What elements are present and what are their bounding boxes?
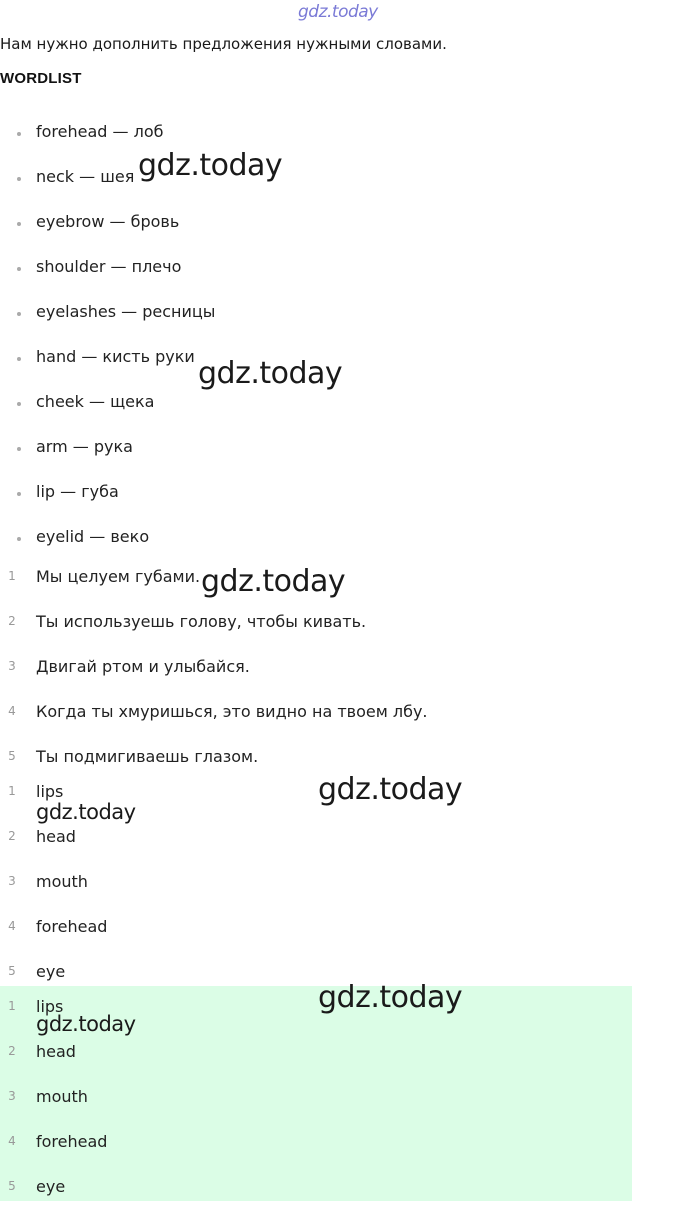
item-number: 5 xyxy=(8,749,16,763)
sentence-text: Ты подмигиваешь глазом. xyxy=(36,747,259,766)
list-item-text: eyebrow — бровь xyxy=(36,212,180,231)
bullet-icon xyxy=(17,177,21,181)
watermark: gdz.today xyxy=(138,148,283,183)
item-number: 4 xyxy=(8,704,16,718)
list-item-text: shoulder — плечо xyxy=(36,257,182,276)
list-item-text: neck — шея xyxy=(36,167,135,186)
answer-item xyxy=(0,1131,632,1176)
answer-text: lips xyxy=(36,997,64,1016)
bullet-icon xyxy=(17,312,21,316)
answer-text: forehead xyxy=(36,1132,108,1151)
list-item-text: forehead — лоб xyxy=(36,122,164,141)
answer-item xyxy=(0,871,632,916)
list-item xyxy=(0,481,632,526)
watermark-top: gdz.today xyxy=(298,2,378,22)
watermark: gdz.today xyxy=(201,564,346,599)
answer-text: eye xyxy=(36,1177,66,1196)
item-number: 5 xyxy=(8,1179,16,1193)
bullet-icon xyxy=(17,267,21,271)
sentence-item xyxy=(0,656,632,701)
item-number: 2 xyxy=(8,829,16,843)
list-item xyxy=(0,166,632,211)
sentence-text: Когда ты хмуришься, это видно на твоем лбу. xyxy=(36,702,428,721)
answer-text: head xyxy=(36,827,76,846)
item-number: 4 xyxy=(8,919,16,933)
watermark: gdz.today xyxy=(198,356,343,391)
sentence-text: Мы целуем губами. xyxy=(36,567,201,586)
list-item-text: cheek — щека xyxy=(36,392,155,411)
list-item xyxy=(0,121,632,166)
answer-item xyxy=(0,1086,632,1131)
list-item xyxy=(0,301,632,346)
bullet-icon xyxy=(17,537,21,541)
answer-text: eye xyxy=(36,962,66,981)
item-number: 2 xyxy=(8,1044,16,1058)
item-number: 1 xyxy=(8,999,16,1013)
list-item xyxy=(0,436,632,481)
item-number: 3 xyxy=(8,659,16,673)
bullet-icon xyxy=(17,132,21,136)
intro-text: Нам нужно дополнить предложения нужными словами. xyxy=(0,35,447,53)
item-number: 1 xyxy=(8,784,16,798)
list-item xyxy=(0,256,632,301)
answer-text: forehead xyxy=(36,917,108,936)
list-item-text: eyelashes — ресницы xyxy=(36,302,216,321)
watermark: gdz.today xyxy=(318,772,463,807)
answer-text: lips xyxy=(36,782,64,801)
item-number: 1 xyxy=(8,569,16,583)
answer-item xyxy=(0,1041,632,1086)
item-number: 5 xyxy=(8,964,16,978)
answer-item xyxy=(0,916,632,961)
answer-text: mouth xyxy=(36,872,88,891)
bullet-icon xyxy=(17,222,21,226)
sentence-item xyxy=(0,611,632,656)
list-item-text: arm — рука xyxy=(36,437,133,456)
sentence-item xyxy=(0,701,632,746)
watermark: gdz.today xyxy=(36,1012,136,1036)
bullet-icon xyxy=(17,447,21,451)
sentence-text: Двигай ртом и улыбайся. xyxy=(36,657,250,676)
item-number: 3 xyxy=(8,1089,16,1103)
item-number: 4 xyxy=(8,1134,16,1148)
list-item-text: hand — кисть руки xyxy=(36,347,195,366)
bullet-icon xyxy=(17,492,21,496)
bullet-icon xyxy=(17,357,21,361)
wordlist-heading: WORDLIST xyxy=(0,70,82,87)
list-item-text: eyelid — веко xyxy=(36,527,150,546)
answer-item xyxy=(0,1176,632,1221)
item-number: 3 xyxy=(8,874,16,888)
list-item xyxy=(0,211,632,256)
answer-text: head xyxy=(36,1042,76,1061)
list-item xyxy=(0,391,632,436)
list-item-text: lip — губа xyxy=(36,482,119,501)
bullet-icon xyxy=(17,402,21,406)
answer-text: mouth xyxy=(36,1087,88,1106)
answer-item xyxy=(0,826,632,871)
sentence-text: Ты используешь голову, чтобы кивать. xyxy=(36,612,367,631)
watermark: gdz.today xyxy=(318,980,463,1015)
watermark: gdz.today xyxy=(36,800,136,824)
item-number: 2 xyxy=(8,614,16,628)
